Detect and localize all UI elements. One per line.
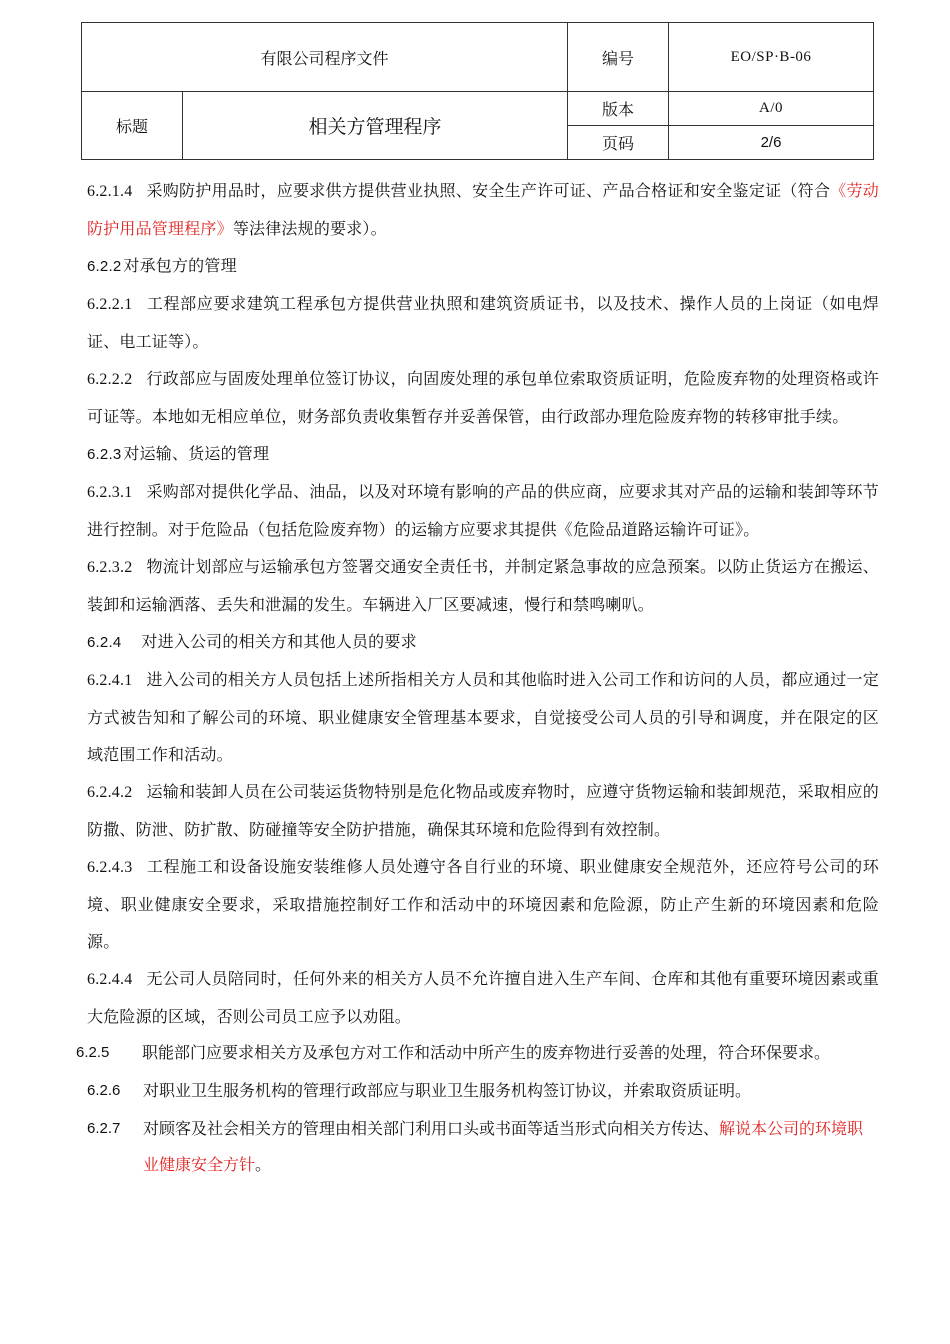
clause-6-2-5 <box>76 1035 879 1071</box>
section-number: 6.2.2 <box>87 258 122 275</box>
code-label: 编号 <box>568 23 669 92</box>
version-value: A/0 <box>669 92 874 126</box>
clause-number: 6.2.6 <box>87 1082 121 1099</box>
clause-6-2-7 <box>87 1111 879 1183</box>
clause-6-2-3-1 <box>87 473 879 548</box>
clause-number: 6.2.7 <box>87 1120 121 1137</box>
clause-6-2-4-1 <box>87 661 879 773</box>
clause-text: 对顾客及社会相关方的管理由相关部门利用口头或书面等适当形式向相关方传达、 <box>143 1119 720 1138</box>
clause-number: 6.2.5 <box>76 1044 110 1061</box>
clause-text: 对职业卫生服务机构的管理行政部应与职业卫生服务机构签订协议，并索取资质证明。 <box>143 1081 752 1100</box>
document-title: 相关方管理程序 <box>183 92 568 160</box>
code-value: EO/SP·B-06 <box>669 23 874 92</box>
page-number: 2/6 <box>669 126 874 160</box>
clause-6-2-1-4 <box>87 172 879 247</box>
clause-text: 职能部门应要求相关方及承包方对工作和活动中所产生的废弃物进行妥善的处理，符合环保要求。 <box>142 1043 831 1062</box>
clause-number: 6.2.3.1 <box>87 484 133 501</box>
section-heading: 对承包方的管理 <box>123 256 237 275</box>
clause-number: 6.2.3.2 <box>87 559 133 576</box>
clause-6-2-6 <box>87 1073 879 1109</box>
section-number: 6.2.3 <box>87 446 122 463</box>
title-label: 标题 <box>82 92 183 160</box>
clause-text: 工程部应要求建筑工程承包方提供营业执照和建筑资质证书，以及技术、操作人员的上岗证（如电焊证、电工证等）。 <box>87 294 879 351</box>
clause-number: 6.2.4.2 <box>87 784 133 801</box>
section-heading: 对运输、货运的管理 <box>123 444 270 463</box>
clause-6-2-2-2 <box>87 360 879 435</box>
document-header-table <box>81 22 874 160</box>
clause-number: 6.2.4.3 <box>87 859 133 876</box>
document-body <box>76 172 879 1183</box>
clause-text: 运输和装卸人员在公司装运货物特别是危化物品或废弃物时，应遵守货物运输和装卸规范，采取相应的防撒、防泄、防扩散、防碰撞等安全防护措施，确保其环境和危险得到有效控制。 <box>87 782 879 839</box>
clause-number: 6.2.4.4 <box>87 971 133 988</box>
page-label: 页码 <box>568 126 669 160</box>
clause-number: 6.2.4.1 <box>87 672 133 689</box>
section-6-2-2-heading <box>87 247 879 285</box>
clause-text: 采购部对提供化学品、油品，以及对环境有影响的产品的供应商，应要求其对产品的运输和装卸等环节进行控制。对于危险品（包括危险废弃物）的运输方应要求其提供《危险品道路运输许可证》。 <box>87 482 879 539</box>
clause-text: 工程施工和设备设施安装维修人员处遵守各自行业的环境、职业健康安全规范外，还应符号公司的环境、职业健康安全要求，采取措施控制好工作和活动中的环境因素和危险源，防止产生新的环境因素和危险源。 <box>87 857 879 951</box>
highlighted-reference: 《劳动防护用品管理程序》 <box>87 181 879 238</box>
clause-text-end: 等法律法规的要求）。 <box>232 219 387 238</box>
clause-6-2-4-2 <box>87 773 879 848</box>
clause-6-2-4-3 <box>87 848 879 960</box>
section-heading: 对进入公司的相关方和其他人员的要求 <box>141 632 417 651</box>
section-6-2-4-heading <box>87 623 879 661</box>
clause-text: 采购防护用品时，应要求供方提供营业执照、安全生产许可证、产品合格证和安全鉴定证（符合 <box>146 181 831 200</box>
clause-6-2-4-4 <box>87 960 879 1035</box>
clause-number: 6.2.1.4 <box>87 183 133 200</box>
clause-number: 6.2.2.2 <box>87 371 133 388</box>
clause-text-end: 。 <box>255 1155 272 1174</box>
clause-number: 6.2.2.1 <box>87 296 133 313</box>
clause-text-block <box>143 1111 879 1183</box>
clause-text: 行政部应与固废处理单位签订协议，向固废处理的承包单位索取资质证明，危险废弃物的处理资格或许可证等。本地如无相应单位，财务部负责收集暂存并妥善保管，由行政部办理危险废弃物的转移审批手续。 <box>87 369 879 426</box>
clause-text: 无公司人员陪同时，任何外来的相关方人员不允许擅自进入生产车间、仓库和其他有重要环境因素或重大危险源的区域，否则公司员工应予以劝阻。 <box>87 969 879 1026</box>
clause-6-2-2-1 <box>87 285 879 360</box>
clause-6-2-3-2 <box>87 548 879 623</box>
clause-text: 进入公司的相关方人员包括上述所指相关方人员和其他临时进入公司工作和访问的人员，都应通过一定方式被告知和了解公司的环境、职业健康安全管理基本要求，自觉接受公司人员的引导和调度，并在限定的区域范围工作和活动。 <box>87 670 879 764</box>
clause-text: 物流计划部应与运输承包方签署交通安全责任书，并制定紧急事故的应急预案。以防止货运方在搬运、装卸和运输洒落、丢失和泄漏的发生。车辆进入厂区要减速，慢行和禁鸣喇叭。 <box>87 557 879 614</box>
section-6-2-3-heading <box>87 435 879 473</box>
section-number: 6.2.4 <box>87 634 122 651</box>
version-label: 版本 <box>568 92 669 126</box>
highlighted-reference: 解说本公司的环境职业健康安全方针 <box>143 1119 864 1174</box>
company-doc-title: 有限公司程序文件 <box>82 23 568 92</box>
